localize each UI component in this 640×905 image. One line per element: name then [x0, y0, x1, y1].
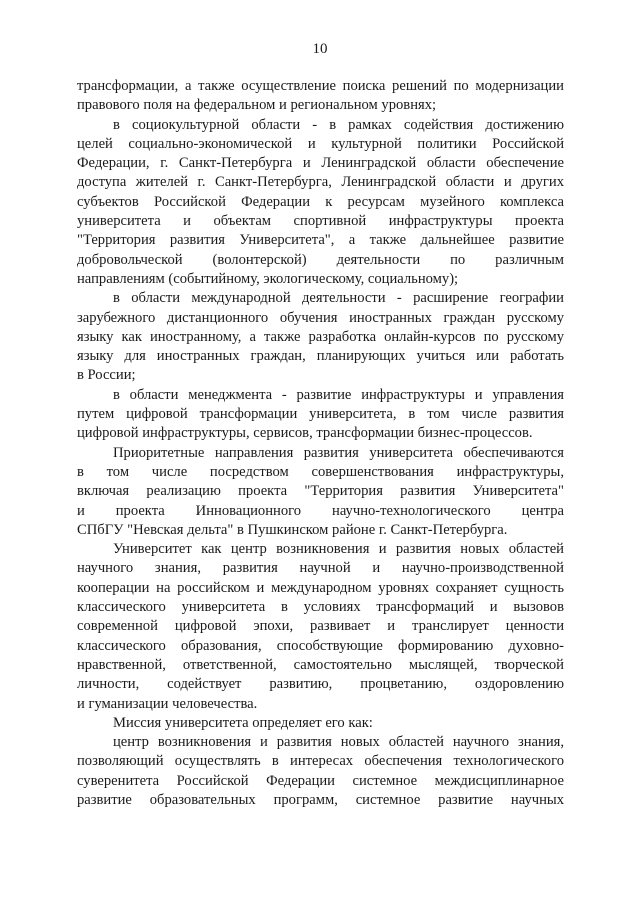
- text-line: позволяющий осуществлять в интересах обеспечения технологического: [77, 753, 564, 770]
- text-line: развитие образовательных программ, системное развитие научных: [77, 791, 564, 808]
- text-line: СПбГУ "Невская дельта" в Пушкинском районе г. Санкт-Петербурга.: [77, 521, 508, 538]
- text-line: направлениям (событийному, экологическому, социальному);: [77, 270, 459, 287]
- text-line: Федерации, г. Санкт-Петербурга и Ленинградской области обеспечение: [77, 155, 564, 172]
- paragraph: [77, 386, 564, 444]
- text-line: университета и объектам спортивной инфраструктуры проекта: [77, 213, 564, 230]
- text-line: в том числе посредством совершенствования инфраструктуры,: [77, 463, 564, 480]
- text-line: целей социально-экономической и культурной политики Российской: [77, 135, 564, 152]
- text-line: нравственной, ответственной, самостоятельно мыслящей, творческой: [77, 656, 564, 673]
- page-number: 10: [312, 41, 328, 57]
- text-line: классического образования, способствующие формированию духовно-: [77, 637, 564, 654]
- text-line: и гуманизации человечества.: [77, 695, 258, 712]
- text-line: трансформации, а также осуществление поиска решений по модернизации: [77, 78, 564, 94]
- paragraph: [77, 289, 564, 385]
- paragraph: [77, 77, 564, 116]
- text-line: Приоритетные направления развития университета обеспечиваются: [113, 444, 564, 461]
- paragraph: [77, 540, 564, 714]
- text-line: и проекта Инновационного научно-технологического центра: [77, 502, 564, 519]
- paragraph: [77, 116, 564, 290]
- text-line: в области менеджмента - развитие инфраструктуры и управления: [113, 386, 564, 403]
- text-line: языку как иностранному, а также разработка онлайн-курсов по русскому: [77, 328, 564, 345]
- text-line: в области международной деятельности - расширение географии: [113, 290, 564, 307]
- paragraph: [77, 733, 564, 810]
- text-line: Университет как центр возникновения и развития новых областей: [113, 541, 564, 558]
- text-line: субъектов Российской Федерации к ресурсам музейного комплекса: [77, 193, 564, 210]
- text-line: доступа жителей г. Санкт-Петербурга, Ленинградской области и других: [77, 174, 564, 191]
- text-line: в социокультурной области - в рамках содействия достижению: [113, 116, 564, 133]
- text-line: Миссия университета определяет его как:: [113, 714, 373, 731]
- text-line: центр возникновения и развития новых областей научного знания,: [113, 734, 564, 751]
- paragraph: [77, 714, 564, 733]
- text-line: зарубежного дистанционного обучения иностранных граждан русскому: [77, 309, 564, 326]
- text-line: кооперации на российском и международном уровнях сохраняет сущность: [77, 579, 564, 596]
- text-line: языку для иностранных граждан, планирующих учиться или работать: [77, 348, 564, 365]
- text-line: в России;: [77, 367, 136, 384]
- text-line: цифровой инфраструктуры, сервисов, трансформации бизнес-процессов.: [77, 425, 533, 442]
- text-line: "Территория развития Университета", а также дальнейшее развитие: [77, 232, 564, 249]
- text-line: включая реализацию проекта "Территория развития Университета": [77, 483, 564, 500]
- text-line: научного знания, развития научной и научно-производственной: [77, 560, 564, 577]
- paragraph: [77, 444, 564, 540]
- text-line: добровольческой (волонтерской) деятельности по различным: [77, 251, 564, 268]
- text-line: путем цифровой трансформации университета, в том числе развития: [77, 406, 564, 423]
- text-line: современной цифровой эпохи, развивает и транслирует ценности: [77, 618, 564, 635]
- text-line: личности, содействует развитию, процветанию, оздоровлению: [77, 676, 564, 693]
- text-line: суверенитета Российской Федерации системное междисциплинарное: [77, 772, 564, 789]
- text-line: правового поля на федеральном и региональном уровнях;: [77, 97, 437, 114]
- document-body: [77, 77, 564, 810]
- text-line: классического университета в условиях трансформаций и вызовов: [77, 599, 564, 616]
